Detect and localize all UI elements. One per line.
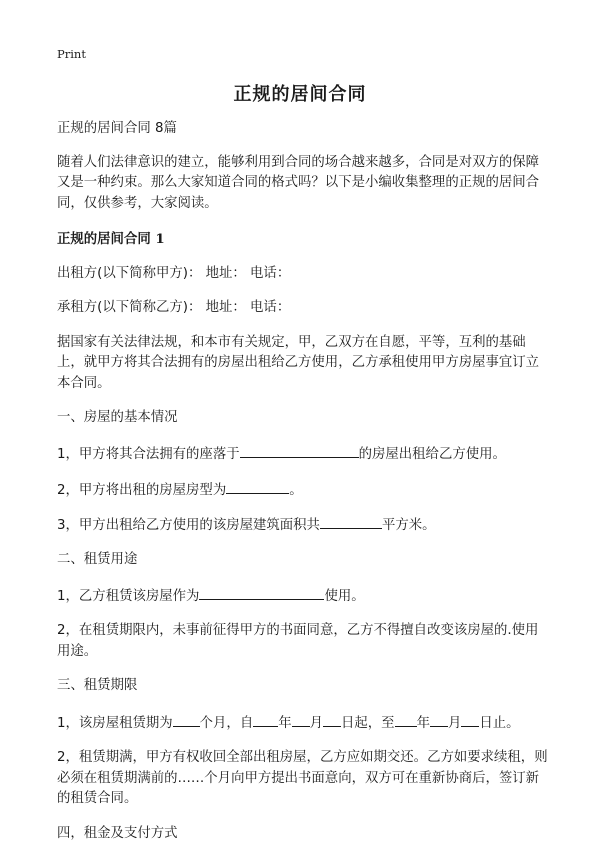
clause-heading-1: 一、房屋的基本情况	[57, 410, 178, 425]
document-subtitle: 正规的居间合同 8篇	[57, 121, 177, 136]
lessee-line: 承租方(以下简称乙方)： 地址： 电话：	[57, 300, 291, 315]
document-title: 正规的居间合同	[233, 84, 367, 105]
fill-blank	[173, 712, 200, 727]
clause-3-2: 2，租赁期满，甲方有权收回全部出租房屋，乙方应如期交还。乙方如要求续租，则必须在租赁期满前的……个月向甲方提出书面意向，双方可在重新协商后，签订新的租赁合同。	[57, 750, 548, 806]
intro-paragraph: 随着人们法律意识的建立，能够利用到合同的场合越来越多，合同是对双方的保障又是一种约束。那么大家知道合同的格式吗？以下是小编收集整理的正规的居间合同，仅供参考，大家阅读。	[57, 154, 540, 211]
clause-heading-4: 四，租金及支付方式	[57, 825, 178, 841]
clause-heading-3: 三、租赁期限	[57, 678, 138, 693]
clause-3-1: 1，该房屋租赁期为 个月，自 年 月 日起，至 年 月 日止。	[57, 712, 550, 735]
fill-blank	[240, 443, 359, 458]
fill-dash	[320, 519, 382, 529]
fill-blank	[253, 712, 278, 727]
fill-blank	[199, 585, 261, 600]
print-link[interactable]: Print	[57, 47, 86, 61]
fill-blank	[292, 712, 310, 727]
lessor-line: 出租方(以下简称甲方)： 地址： 电话：	[57, 265, 291, 281]
fill-blank	[323, 712, 341, 727]
document-body	[57, 119, 550, 858]
clause-1-1: 1，甲方将其合法拥有的座落于 的房屋出租给乙方使用。	[57, 443, 550, 466]
clause-heading-2: 二、租赁用途	[57, 552, 138, 567]
clause-1-3: 3，甲方出租给乙方使用的该房屋建筑面积共 平方米。	[57, 517, 436, 533]
fill-blank	[395, 712, 417, 727]
fill-blank	[226, 479, 289, 494]
preamble-paragraph: 据国家有关法律法规，和本市有关规定，甲，乙双方在自愿，平等，互利的基础上，就甲方将其合法拥有的房屋出租给乙方使用，乙方承租使用甲方房屋事宜订立本合同。	[57, 334, 540, 391]
fill-dash	[261, 590, 324, 600]
clause-2-1: 1，乙方租赁该房屋作为 使用。	[57, 585, 550, 608]
fill-blank	[461, 712, 479, 727]
section-heading-1: 正规的居间合同 1	[57, 231, 165, 247]
fill-blank	[430, 712, 448, 727]
clause-1-2: 2，甲方将出租的房屋房型为 。	[57, 479, 550, 502]
clause-2-2: 2，在租赁期限内，未事前征得甲方的书面同意，乙方不得擅自改变该房屋的.使用用途。	[57, 623, 539, 659]
